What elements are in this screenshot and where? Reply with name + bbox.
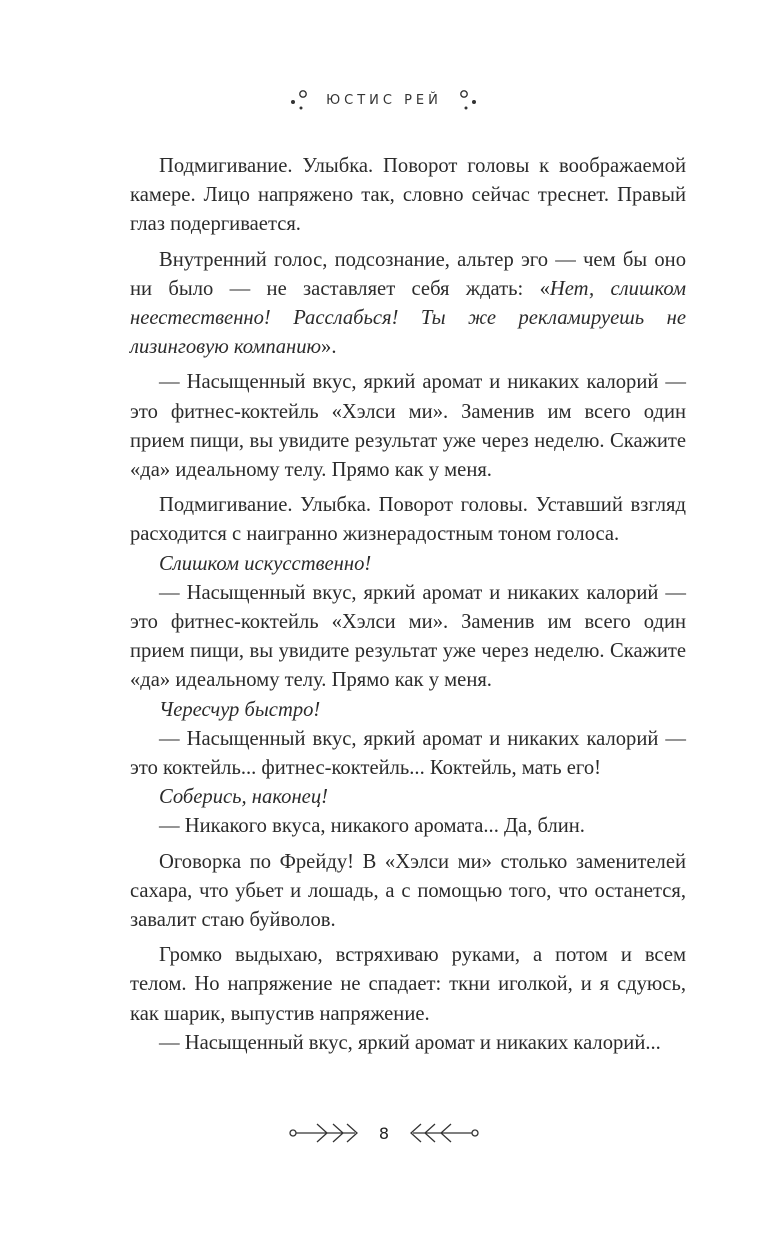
italic-text-run: Чересчур быстро! (159, 698, 321, 721)
text-run: Громко выдыхаю, встряхиваю руками, а потом и всем телом. Но напряжение не спадает: ткни иголкой, и я сдуюсь, как шарик, выпустив напряжение. (130, 944, 686, 1025)
italic-text-run: Нет, слишком неестественно! Расслабься! Ты же рекламируешь не лизинговую компанию (130, 277, 686, 359)
paragraph (130, 152, 686, 240)
paragraph (130, 848, 686, 936)
italic-text-run: Слишком искусственно! (159, 552, 372, 575)
paragraph (130, 941, 686, 1029)
paragraph (130, 783, 686, 812)
arrow-left-ornament-icon (407, 1121, 479, 1145)
text-run: — Насыщенный вкус, яркий аромат и никаких калорий — это фитнес-коктейль «Хэлси ми». Заменив им всего один прием пищи, вы увидите результат уже через неделю. Скажите «да» идеальному телу. Прямо как у меня. (130, 581, 686, 692)
paragraph (130, 696, 686, 725)
text-run: Внутренний голос, подсознание, альтер эго — чем бы оно ни было — не заставляет себя ждать: « (130, 248, 686, 300)
running-header (0, 80, 768, 120)
paragraph (130, 246, 686, 363)
paragraph (130, 725, 686, 783)
text-run: — Никакого вкуса, никакого аромата... Да, блин. (159, 815, 585, 838)
author-name: ЮСТИС РЕЙ (326, 92, 442, 108)
paragraph (130, 368, 686, 485)
paragraph (130, 1029, 686, 1058)
text-run: Подмигивание. Улыбка. Поворот головы к воображаемой камере. Лицо напряжено так, словно сейчас треснет. Правый глаз подергивается. (130, 155, 686, 236)
paragraph (130, 550, 686, 579)
text-run: Подмигивание. Улыбка. Поворот головы. Уставший взгляд расходится с наигранно жизнерадостным тоном голоса. (130, 494, 686, 546)
page-number: 8 (378, 1123, 390, 1143)
arrow-right-ornament-icon (289, 1121, 361, 1145)
page-body-text (130, 152, 686, 1058)
dots-ornament-icon (456, 87, 480, 113)
dots-ornament-icon (288, 87, 312, 113)
text-run: Оговорка по Фрейду! В «Хэлси ми» столько заменителей сахара, что убьет и лошадь, а с помощью того, что останется, завалит стаю буйволов. (130, 850, 686, 932)
text-run: ». (321, 336, 337, 359)
text-run: — Насыщенный вкус, яркий аромат и никаких калорий... (159, 1031, 661, 1054)
page-footer (0, 1118, 768, 1148)
italic-text-run: Соберись, наконец! (159, 786, 328, 809)
paragraph (130, 491, 686, 549)
text-run: — Насыщенный вкус, яркий аромат и никаких калорий — это коктейль... фитнес-коктейль... Коктейль, мать его! (130, 727, 686, 780)
paragraph (130, 812, 686, 841)
text-run: — Насыщенный вкус, яркий аромат и никаких калорий — это фитнес-коктейль «Хэлси ми». Заменив им всего один прием пищи, вы увидите результат уже через неделю. Скажите «да» идеальному телу. Прямо как у меня. (130, 371, 686, 482)
paragraph (130, 579, 686, 696)
